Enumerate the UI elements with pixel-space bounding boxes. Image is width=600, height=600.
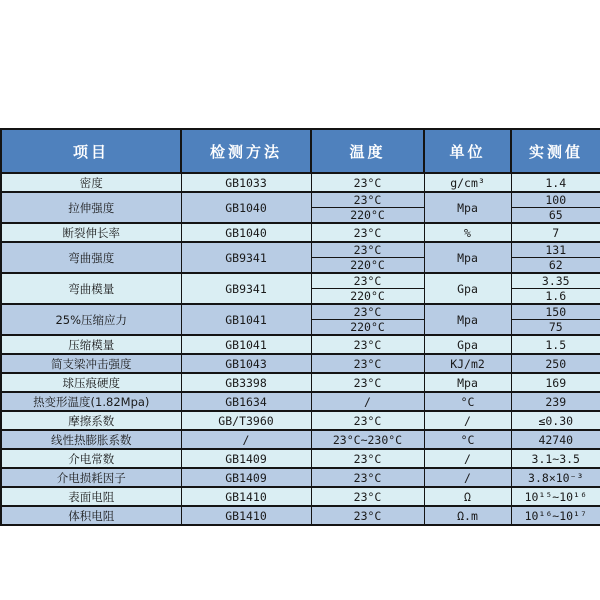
cell-unit: %: [424, 223, 511, 242]
cell-temp: 23°C: [311, 373, 424, 392]
cell-value: 1.6: [511, 289, 600, 305]
cell-value: 250: [511, 354, 600, 373]
cell-method: GB1041: [181, 304, 311, 335]
table-row: [1, 242, 600, 258]
cell-method: GB1634: [181, 392, 311, 411]
cell-unit: Mpa: [424, 192, 511, 223]
table-row: [1, 273, 600, 289]
col-header-unit: 单位: [424, 129, 511, 173]
cell-method: GB1040: [181, 223, 311, 242]
cell-item: 介电损耗因子: [1, 468, 181, 487]
cell-item: 线性热膨胀系数: [1, 430, 181, 449]
cell-item: 简支梁冲击强度: [1, 354, 181, 373]
cell-temp: /: [311, 392, 424, 411]
cell-unit: /: [424, 449, 511, 468]
cell-value: 42740: [511, 430, 600, 449]
cell-value: 239: [511, 392, 600, 411]
cell-unit: Mpa: [424, 242, 511, 273]
cell-item: 介电常数: [1, 449, 181, 468]
cell-value: 1.5: [511, 335, 600, 354]
cell-item: 弯曲模量: [1, 273, 181, 304]
cell-method: GB1040: [181, 192, 311, 223]
cell-unit: Mpa: [424, 373, 511, 392]
cell-unit: g/cm³: [424, 173, 511, 192]
table-row: [1, 411, 600, 430]
col-header-method: 检测方法: [181, 129, 311, 173]
cell-item: 25%压缩应力: [1, 304, 181, 335]
table-row: [1, 354, 600, 373]
cell-temp: 23°C: [311, 304, 424, 320]
cell-temp: 23°C: [311, 506, 424, 525]
cell-temp: 23°C: [311, 411, 424, 430]
cell-item: 热变形温度(1.82Mpa): [1, 392, 181, 411]
cell-value: 3.8×10⁻³: [511, 468, 600, 487]
cell-method: GB9341: [181, 242, 311, 273]
cell-item: 压缩模量: [1, 335, 181, 354]
cell-temp: 220°C: [311, 258, 424, 274]
table-row: [1, 506, 600, 525]
cell-item: 表面电阻: [1, 487, 181, 506]
table-row: [1, 487, 600, 506]
cell-value: 10¹⁶~10¹⁷: [511, 506, 600, 525]
table-row: [1, 373, 600, 392]
page: [0, 128, 600, 526]
cell-temp: 220°C: [311, 320, 424, 336]
cell-temp: 23°C: [311, 273, 424, 289]
table-row: [1, 392, 600, 411]
cell-temp: 220°C: [311, 208, 424, 224]
cell-item: 体积电阻: [1, 506, 181, 525]
cell-method: GB9341: [181, 273, 311, 304]
cell-item: 密度: [1, 173, 181, 192]
cell-value: ≤0.30: [511, 411, 600, 430]
cell-unit: °C: [424, 392, 511, 411]
cell-unit: Ω: [424, 487, 511, 506]
cell-value: 3.35: [511, 273, 600, 289]
cell-temp: 23°C: [311, 354, 424, 373]
col-header-temp: 温度: [311, 129, 424, 173]
table-header-row: [1, 129, 600, 173]
cell-method: GB1410: [181, 506, 311, 525]
cell-value: 131: [511, 242, 600, 258]
cell-value: 100: [511, 192, 600, 208]
cell-temp: 23°C: [311, 335, 424, 354]
cell-method: GB1410: [181, 487, 311, 506]
cell-item: 拉伸强度: [1, 192, 181, 223]
cell-method: GB1409: [181, 449, 311, 468]
cell-unit: /: [424, 468, 511, 487]
cell-temp: 23°C: [311, 223, 424, 242]
col-header-value: 实测值: [511, 129, 600, 173]
table-row: [1, 430, 600, 449]
cell-value: 169: [511, 373, 600, 392]
cell-unit: KJ/m2: [424, 354, 511, 373]
table-row: [1, 468, 600, 487]
material-properties-table: [0, 128, 600, 526]
cell-method: GB/T3960: [181, 411, 311, 430]
cell-unit: Mpa: [424, 304, 511, 335]
cell-method: GB3398: [181, 373, 311, 392]
cell-item: 摩擦系数: [1, 411, 181, 430]
cell-value: 150: [511, 304, 600, 320]
table-row: [1, 223, 600, 242]
cell-unit: Gpa: [424, 273, 511, 304]
table-row: [1, 173, 600, 192]
cell-temp: 220°C: [311, 289, 424, 305]
cell-method: GB1041: [181, 335, 311, 354]
cell-temp: 23°C: [311, 487, 424, 506]
cell-value: 1.4: [511, 173, 600, 192]
cell-value: 7: [511, 223, 600, 242]
table-row: [1, 335, 600, 354]
cell-item: 断裂伸长率: [1, 223, 181, 242]
cell-temp: 23°C: [311, 173, 424, 192]
cell-unit: °C: [424, 430, 511, 449]
table-row: [1, 192, 600, 208]
cell-temp: 23°C~230°C: [311, 430, 424, 449]
cell-method: GB1043: [181, 354, 311, 373]
cell-method: GB1033: [181, 173, 311, 192]
cell-unit: /: [424, 411, 511, 430]
col-header-item: 项目: [1, 129, 181, 173]
cell-unit: Ω.m: [424, 506, 511, 525]
cell-unit: Gpa: [424, 335, 511, 354]
cell-temp: 23°C: [311, 449, 424, 468]
table-row: [1, 449, 600, 468]
cell-method: GB1409: [181, 468, 311, 487]
cell-item: 弯曲强度: [1, 242, 181, 273]
cell-value: 62: [511, 258, 600, 274]
cell-value: 10¹⁵~10¹⁶: [511, 487, 600, 506]
cell-temp: 23°C: [311, 242, 424, 258]
cell-method: /: [181, 430, 311, 449]
cell-temp: 23°C: [311, 192, 424, 208]
cell-value: 65: [511, 208, 600, 224]
cell-value: 75: [511, 320, 600, 336]
cell-value: 3.1~3.5: [511, 449, 600, 468]
cell-temp: 23°C: [311, 468, 424, 487]
cell-item: 球压痕硬度: [1, 373, 181, 392]
table-row: [1, 304, 600, 320]
